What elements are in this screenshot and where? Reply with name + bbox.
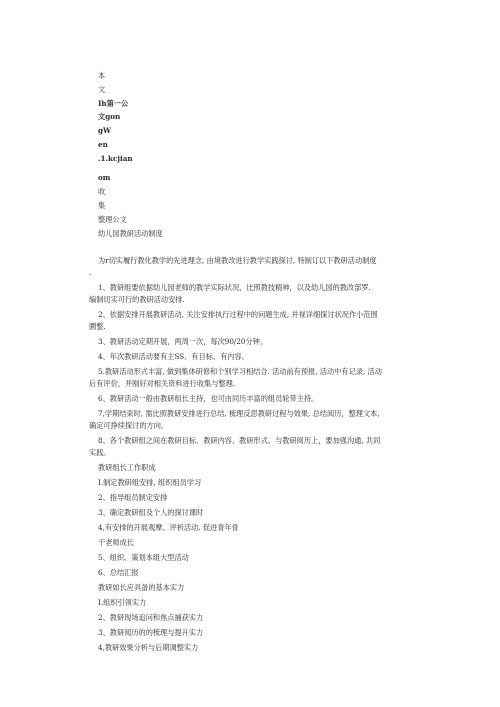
document-title: 幼儿园教研活动制度 [98, 229, 163, 238]
header-fragment: 收 [98, 187, 106, 196]
rule-line: 圜整. [89, 322, 106, 331]
list-item: 干老师成长 [98, 538, 134, 547]
list-item: I.制定教研组安排, 组织组员学习 [98, 478, 202, 487]
rule-line: 3、教研活动定期开展，两周一次，每次90/20分钟。 [98, 337, 268, 346]
rule-line: 4、年次教研活动要有主SS、有目标、有内容。 [98, 352, 249, 361]
rule-line: 实践。 [89, 448, 111, 457]
header-fragment: 本 [98, 71, 106, 80]
header-fragment: 文gon [98, 112, 121, 121]
rule-line: 后有评价，并刚好对相关资料进行收集与整理. [89, 379, 236, 388]
rule-line: 编制切实可行的教研活动安排. [89, 295, 185, 304]
rule-line: 7,学期结束时, 需比照教研安排进行总结, 梳理反思教研过程与效果, 总结阅历，整理文本, [98, 409, 380, 418]
header-fragment: 文 [98, 85, 106, 94]
header-fragment: en [98, 140, 108, 149]
rule-line: 1、教研组要依据幼儿园老师的教学实际状况，比照教技精神，以及幼儿园的教改部罗. [98, 283, 371, 292]
intro-continuation: . [89, 268, 92, 277]
header-fragment: .1.kcjian [98, 154, 133, 163]
section-heading: 教研如长应具备的基本实力 [98, 583, 185, 592]
list-item: 4,教研效果分析与后期调整实力 [98, 643, 199, 652]
header-fragment: om [98, 173, 111, 182]
list-item: 6、总结汇报 [98, 568, 139, 577]
list-item: 5、组织、策划本组大型活动 [98, 553, 189, 562]
list-item: 2、指导组员制定安排 [98, 493, 168, 502]
list-item: 4,有安排的开展观摩、评析活动, 促进青年骨 [98, 523, 239, 532]
rule-line: 确定可挣续探讨的方向。 [89, 421, 169, 430]
list-item: I.组织引领实力 [98, 598, 147, 607]
rule-line: 8、各个教研组之间在教研目标、教研内容、教研形式、与教研阅历上，要加强沟通, 共同 [98, 436, 381, 445]
intro-paragraph: 为r切实履行教化教学的先进理念, 由境教改进行教学实践探讨, 特制订以下教研活动制度 [98, 256, 377, 265]
section-heading: 教研组长工作职成 [98, 463, 156, 472]
rule-line: 5.教研活动形式丰富, 做到集体研修和个别学习相结合. 活动前有预报, 活动中有记录, 活动 [98, 367, 382, 376]
header-fragment: gW [98, 126, 112, 135]
header-fragment: 整理公文 [98, 215, 127, 224]
rule-line: 6、教研活动一般由教研组长主持，也可由同历丰富的组员轮带主持。 [98, 394, 319, 403]
header-fragment: 集 [98, 201, 106, 210]
list-item: 3、确定教研组及个人的探讨课时 [98, 508, 204, 517]
list-item: 3、教研阅历的的梳理与提升实力 [98, 628, 204, 637]
header-fragment: Ih第一公 [98, 99, 129, 108]
rule-line: 2、依据安排开展教研活动, 关注安排执行过程中的问题生成, 并视详细探讨状况作小范围 [98, 310, 378, 319]
list-item: 2、教研现场追问和焦点捕获实力 [98, 613, 204, 622]
